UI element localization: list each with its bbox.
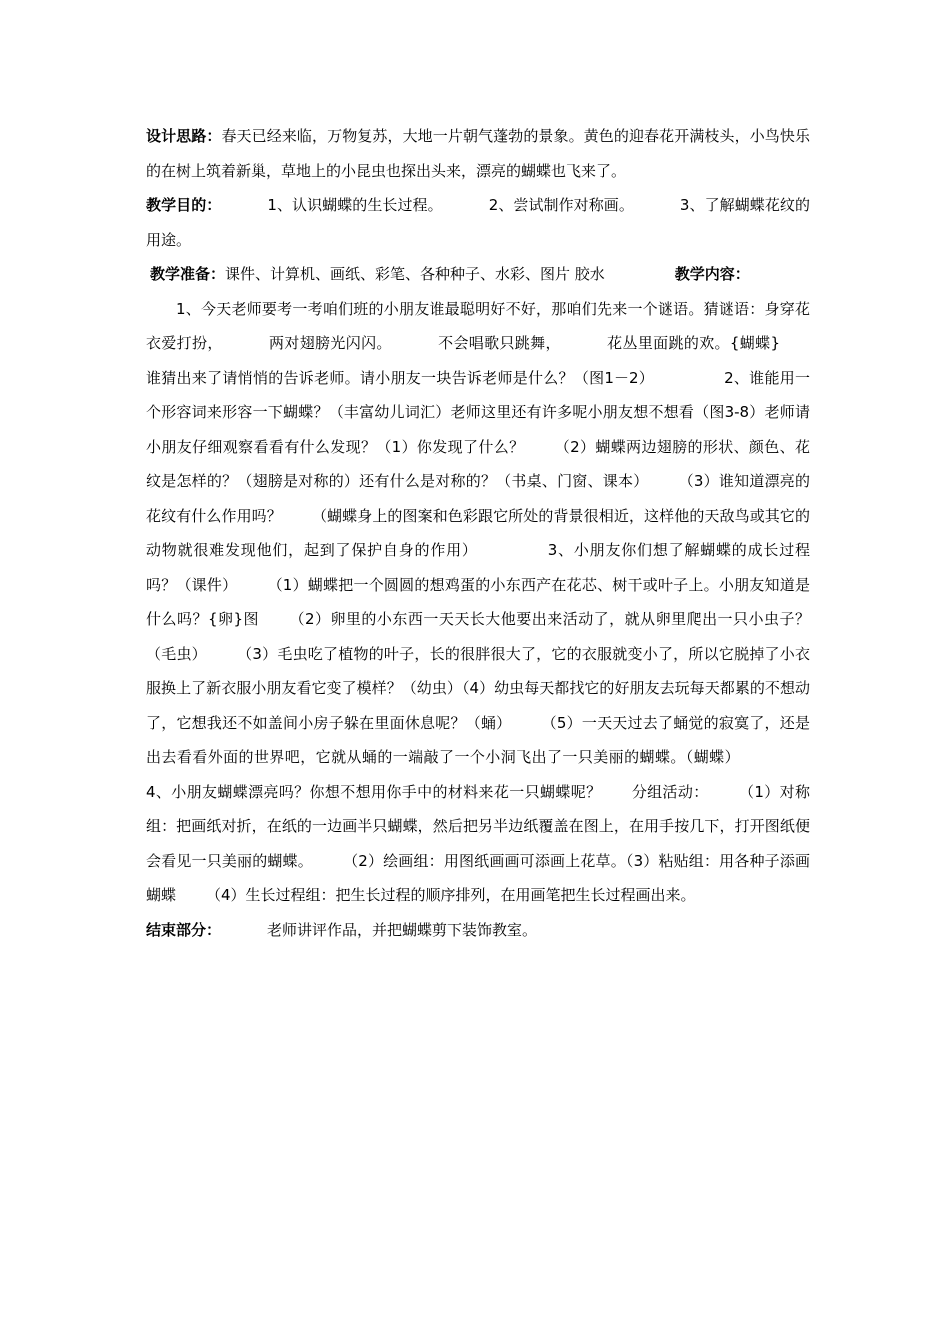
goal-item-2: 2、尝试制作对称画。	[488, 196, 634, 214]
riddle-line-d: 花丛里面跳的欢。{蝴蝶}	[606, 334, 780, 352]
goal-item-1: 1、认识蝴蝶的生长过程。	[267, 196, 443, 214]
question-2: （2）蝴蝶两边翅膀的形状、颜色、花纹是怎样的？（翅膀是对称的）还有什么是对称的？（书桌、门窗、课本）	[146, 437, 810, 490]
growth-stage-4: （4）幼虫每天都找它的好朋友去玩每天都累的不想动了，它想我还不如盖间小房子躲在里面休息呢？（蛹）	[146, 679, 810, 732]
growth-stage-3: （3）毛虫吃了植物的叶子，长的很胖很大了，它的衣服就变小了，所以它脱掉了小衣服换上了新衣服小朋友看它变了模样？（幼虫）	[146, 644, 810, 697]
ending-paragraph	[146, 913, 810, 948]
step-4: 4、小朋友蝴蝶漂亮吗？你想不想用你手中的材料来花一只蝴蝶呢？	[146, 782, 602, 801]
prep-paragraph	[146, 257, 810, 292]
prep-label: 教学准备：	[150, 265, 226, 283]
question-3: （3）谁知道漂亮的花纹有什么作用吗？	[146, 472, 810, 525]
content-label: 教学内容：	[674, 265, 750, 283]
riddle-line-b: 两对翅膀光闪闪。	[268, 334, 392, 352]
activity-3: （3）粘贴组：用各种子添画蝴蝶	[146, 851, 810, 904]
goal-item-3: 3、了解蝴蝶花纹的用途。	[146, 196, 811, 249]
group-activity-label: 分组活动：	[631, 782, 709, 801]
question-3-answer: （蝴蝶身上的图案和色彩跟它所处的背景很相近，这样他的天敌鸟或其它的动物就很难发现他们，起到了保护自身的作用）	[146, 506, 810, 559]
growth-stage-2: （2）卵里的小东西一天天长大他要出来活动了，就从卵里爬出一只小虫子？（毛虫）	[146, 610, 810, 663]
growth-stage-1: （1）蝴蝶把一个圆圆的想鸡蛋的小东西产在花芯、树干或叶子上。小朋友知道是什么吗？{卵}图	[146, 575, 810, 628]
content-paragraph	[146, 292, 810, 913]
design-text: 春天已经来临，万物复苏，大地一片朝气蓬勃的景象。黄色的迎春花开满枝头，小鸟快乐的在树上筑着新巢，草地上的小昆虫也探出头来，漂亮的蝴蝶也飞来了。	[146, 127, 810, 180]
step-1: 1、今天老师要考一考咱们班的小朋友谁最聪明好不好，那咱们先来一个谜语。	[176, 299, 704, 318]
activity-4: （4）生长过程组：把生长过程的顺序排列，在用画笔把生长过程画出来。	[206, 886, 696, 904]
design-label: 设计思路：	[146, 127, 222, 145]
lesson-plan-body	[146, 119, 810, 947]
activity-2: （2）绘画组：用图纸画画可添画上花草。	[342, 851, 626, 870]
goals-paragraph	[146, 188, 810, 257]
step-2: 2、谁能用一个形容词来形容一下蝴蝶？（丰富幼儿词汇）老师这里还有许多呢小朋友想不想看（图3-8）老师请小朋友仔细观察看看有什么发现？	[146, 368, 811, 456]
goals-label: 教学目的：	[146, 196, 222, 214]
step-3: 3、小朋友你们想了解蝴蝶的成长过程吗？（课件）	[146, 541, 810, 594]
ending-text: 老师讲评作品，并把蝴蝶剪下装饰教室。	[267, 920, 538, 939]
growth-stage-5: （5）一天天过去了蛹觉的寂寞了，还是出去看看外面的世界吧，它就从蛹的一端敲了一个小洞飞出了一只美丽的蝴蝶。（蝴蝶）	[146, 713, 810, 766]
prep-text: 课件、计算机、画纸、彩笔、各种种子、水彩、图片 胶水	[225, 265, 605, 283]
ending-label: 结束部分：	[146, 920, 222, 939]
riddle-line-a: 猜谜语：身穿花衣爱打扮，	[146, 299, 810, 352]
design-paragraph	[146, 119, 810, 188]
question-1: （1）你发现了什么？	[376, 437, 525, 456]
riddle-prompt: 谁猜出来了请悄悄的告诉老师。请小朋友一块告诉老师是什么？（图1－2）	[146, 368, 655, 387]
riddle-line-c: 不会唱歌只跳舞，	[437, 334, 561, 352]
activity-1: （1）对称组：把画纸对折，在纸的一边画半只蝴蝶，然后把另半边纸覆盖在图上，在用手按几下，打开图纸便会看见一只美丽的蝴蝶。	[146, 782, 811, 870]
